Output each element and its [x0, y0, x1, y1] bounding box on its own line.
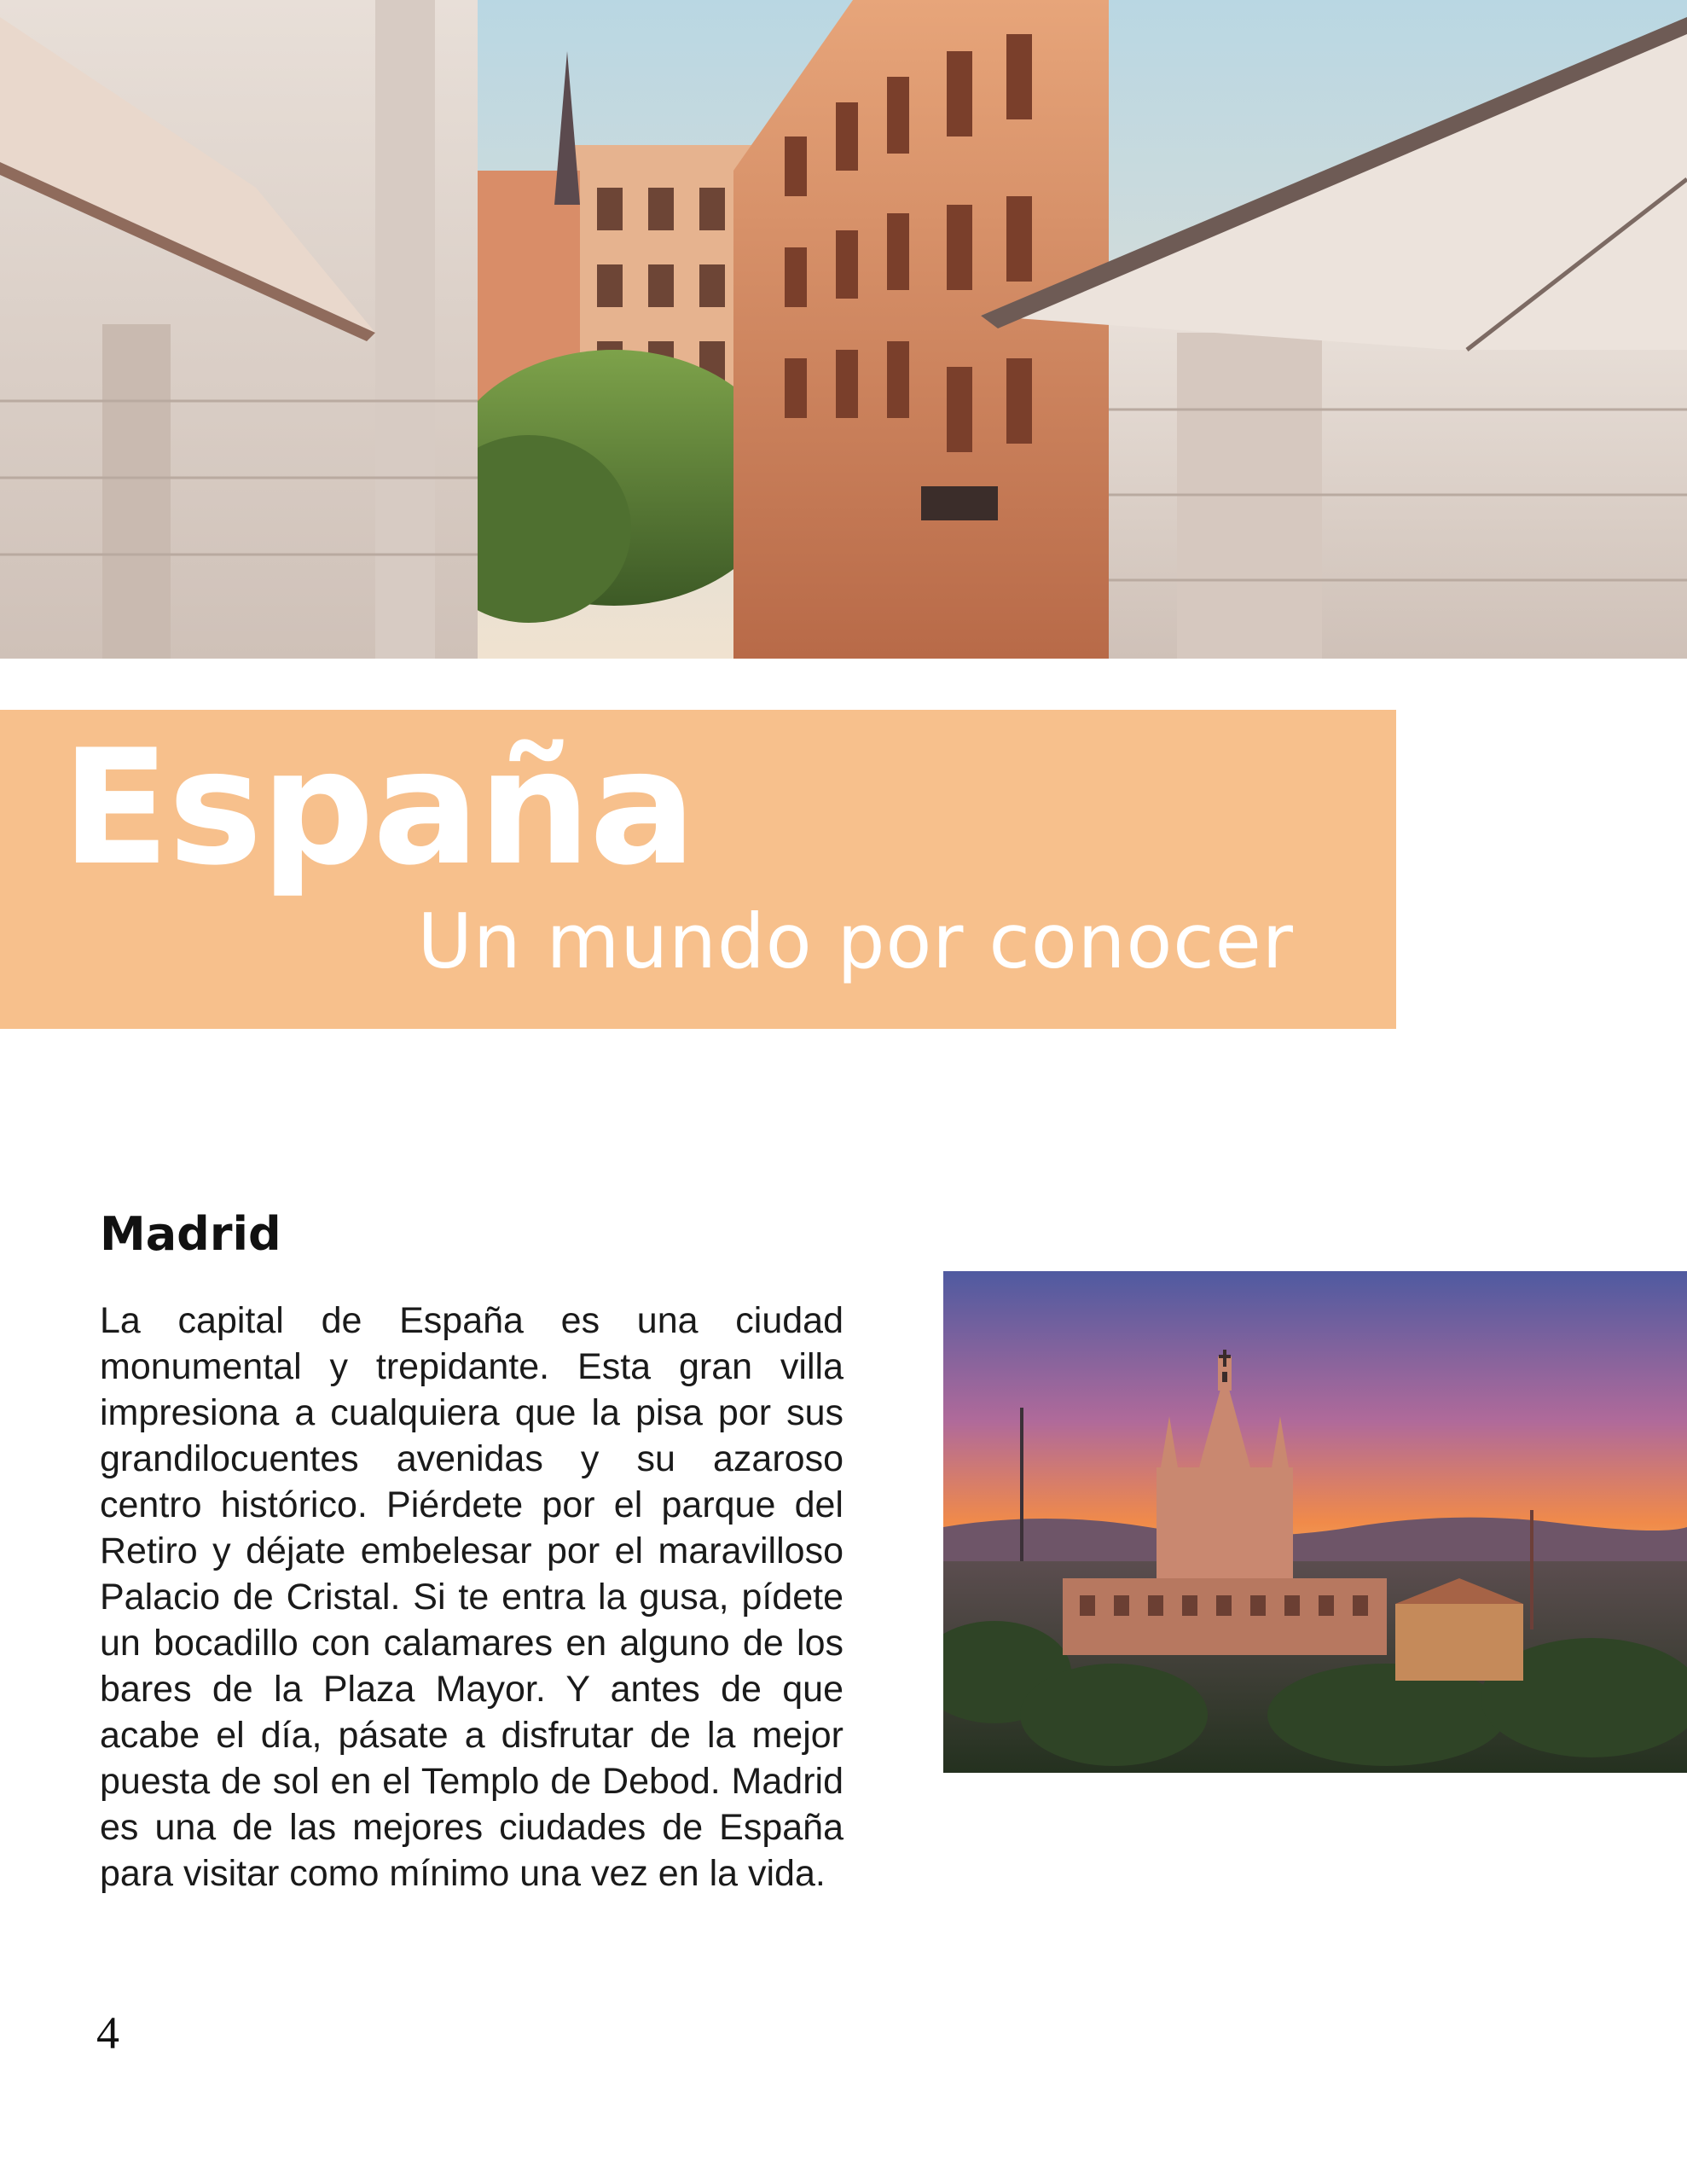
article-body: La capital de España es una ciudad monumental y trepidante. Esta gran villa impresiona a cualquiera que la pisa por sus grandilocuentes avenidas y su azaroso centro histórico. Piérdete por el parque del Retiro y déjate embelesar por el maravilloso Palacio de Cristal. Si te entra la gusa, pídete un bocadillo con calamares en alguno de los bares de la Plaza Mayor. Y antes de que acabe el día, pásate a disfrutar de la mejor puesta de sol en el Templo de Debod. Madrid es una de las mejores ciudades de España para visitar como mínimo una vez en la vida. — [100, 1300, 844, 1894]
hero-photo — [0, 0, 1687, 659]
page-number: 4 — [96, 2007, 119, 2059]
title-band — [0, 710, 1396, 1029]
page-title: España — [61, 715, 695, 900]
cathedral-sunset-photo — [943, 1271, 1687, 1773]
section-heading: Madrid — [100, 1207, 281, 1261]
page-subtitle: Un mundo por conocer — [417, 897, 1294, 985]
